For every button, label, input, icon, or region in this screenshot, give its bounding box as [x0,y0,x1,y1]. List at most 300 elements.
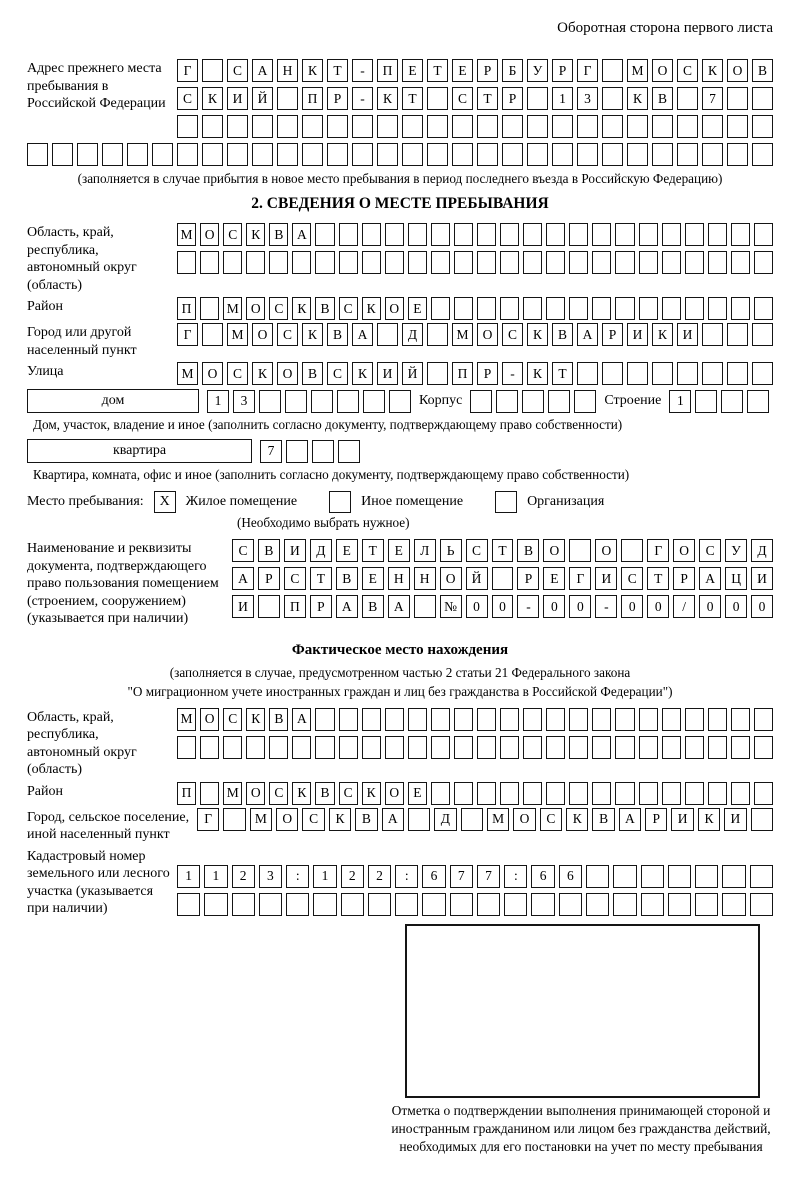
char-cell[interactable] [269,251,288,274]
char-cell[interactable] [269,736,288,759]
char-cell[interactable] [727,87,748,110]
char-cell[interactable]: М [177,223,196,246]
char-cell[interactable]: Т [492,539,514,562]
char-cell[interactable] [708,708,727,731]
char-cell[interactable] [431,297,450,320]
char-cell[interactable] [523,223,542,246]
char-cell[interactable] [677,115,698,138]
char-cell[interactable] [477,143,498,166]
char-cell[interactable]: Т [327,59,348,82]
char-cell[interactable]: 6 [531,865,554,888]
char-cell[interactable]: Г [197,808,219,831]
char-cell[interactable] [722,865,745,888]
char-cell[interactable] [685,251,704,274]
char-cell[interactable] [389,390,411,413]
char-cell[interactable] [615,223,634,246]
char-cell[interactable]: И [284,539,306,562]
char-cell[interactable] [352,115,373,138]
char-cell[interactable]: 3 [259,865,282,888]
char-cell[interactable] [232,893,255,916]
char-cell[interactable] [523,782,542,805]
char-cell[interactable] [577,143,598,166]
char-cell[interactable] [252,115,273,138]
char-cell[interactable] [747,390,769,413]
char-cell[interactable] [592,251,611,274]
confirmation-mark-box[interactable] [405,924,760,1098]
char-cell[interactable] [285,390,307,413]
char-cell[interactable]: С [339,782,358,805]
char-cell[interactable] [527,87,548,110]
char-cell[interactable]: 0 [751,595,773,618]
char-cell[interactable]: К [627,87,648,110]
char-cell[interactable] [613,865,636,888]
char-cell[interactable]: Т [362,539,384,562]
char-cell[interactable] [702,362,723,385]
actual-district-row[interactable] [177,782,773,805]
char-cell[interactable] [200,782,219,805]
char-cell[interactable] [362,251,381,274]
char-cell[interactable]: Е [452,59,473,82]
char-cell[interactable] [722,893,745,916]
char-cell[interactable] [615,736,634,759]
char-cell[interactable] [177,736,196,759]
char-cell[interactable]: О [276,808,298,831]
char-cell[interactable] [552,143,573,166]
char-cell[interactable]: Р [258,567,280,590]
char-cell[interactable] [662,736,681,759]
char-cell[interactable]: М [627,59,648,82]
char-cell[interactable] [152,143,173,166]
char-cell[interactable] [677,87,698,110]
char-cell[interactable]: К [292,782,311,805]
char-cell[interactable]: К [246,708,265,731]
char-cell[interactable]: 7 [450,865,473,888]
char-cell[interactable]: П [284,595,306,618]
house-number-cells[interactable] [207,390,411,413]
char-cell[interactable]: О [440,567,462,590]
char-cell[interactable]: 0 [543,595,565,618]
char-cell[interactable]: 0 [466,595,488,618]
char-cell[interactable] [246,736,265,759]
char-cell[interactable]: Р [477,362,498,385]
char-cell[interactable] [200,736,219,759]
char-cell[interactable]: У [725,539,747,562]
char-cell[interactable] [477,251,496,274]
char-cell[interactable] [339,223,358,246]
char-cell[interactable] [577,362,598,385]
char-cell[interactable]: В [652,87,673,110]
char-cell[interactable]: К [302,323,323,346]
char-cell[interactable]: Н [277,59,298,82]
char-cell[interactable] [754,297,773,320]
char-cell[interactable] [531,893,554,916]
char-cell[interactable] [500,736,519,759]
cadastral-row-1[interactable] [177,865,773,888]
char-cell[interactable] [621,539,643,562]
char-cell[interactable] [377,115,398,138]
char-cell[interactable] [708,736,727,759]
char-cell[interactable]: О [202,362,223,385]
char-cell[interactable] [592,297,611,320]
char-cell[interactable] [362,708,381,731]
char-cell[interactable]: О [673,539,695,562]
char-cell[interactable] [708,297,727,320]
char-cell[interactable] [427,323,448,346]
document-row-1[interactable] [232,539,773,562]
char-cell[interactable] [569,251,588,274]
char-cell[interactable] [202,323,223,346]
char-cell[interactable] [227,115,248,138]
char-cell[interactable] [277,115,298,138]
char-cell[interactable] [652,115,673,138]
char-cell[interactable]: К [202,87,223,110]
char-cell[interactable] [315,223,334,246]
char-cell[interactable]: Е [362,567,384,590]
char-cell[interactable] [586,865,609,888]
char-cell[interactable]: С [227,362,248,385]
char-cell[interactable] [602,115,623,138]
char-cell[interactable]: / [673,595,695,618]
char-cell[interactable]: К [702,59,723,82]
char-cell[interactable] [721,390,743,413]
char-cell[interactable] [639,251,658,274]
char-cell[interactable]: Г [177,323,198,346]
char-cell[interactable] [500,782,519,805]
char-cell[interactable] [502,143,523,166]
char-cell[interactable]: В [269,708,288,731]
char-cell[interactable] [677,143,698,166]
char-cell[interactable]: А [619,808,641,831]
char-cell[interactable]: В [752,59,773,82]
document-row-3[interactable] [232,595,773,618]
char-cell[interactable]: К [566,808,588,831]
char-cell[interactable] [408,251,427,274]
char-cell[interactable] [731,736,750,759]
char-cell[interactable]: 1 [204,865,227,888]
char-cell[interactable]: С [277,323,298,346]
char-cell[interactable] [470,390,492,413]
char-cell[interactable]: К [352,362,373,385]
char-cell[interactable]: М [452,323,473,346]
char-cell[interactable] [754,782,773,805]
char-cell[interactable] [750,865,773,888]
char-cell[interactable] [569,539,591,562]
char-cell[interactable] [302,115,323,138]
region-row-2[interactable] [177,251,773,274]
char-cell[interactable]: В [592,808,614,831]
char-cell[interactable] [615,251,634,274]
char-cell[interactable]: Т [402,87,423,110]
char-cell[interactable]: 0 [569,595,591,618]
char-cell[interactable] [362,736,381,759]
char-cell[interactable]: Р [502,87,523,110]
char-cell[interactable] [477,893,500,916]
char-cell[interactable]: И [227,87,248,110]
char-cell[interactable] [569,736,588,759]
char-cell[interactable]: Д [751,539,773,562]
char-cell[interactable]: О [246,297,265,320]
char-cell[interactable]: С [284,567,306,590]
char-cell[interactable] [569,708,588,731]
char-cell[interactable] [752,362,773,385]
char-cell[interactable]: М [177,708,196,731]
char-cell[interactable] [402,143,423,166]
char-cell[interactable]: Ц [725,567,747,590]
char-cell[interactable] [639,708,658,731]
cadastral-row-2[interactable] [177,893,773,916]
char-cell[interactable] [685,223,704,246]
char-cell[interactable]: 2 [232,865,255,888]
char-cell[interactable]: О [477,323,498,346]
char-cell[interactable] [259,390,281,413]
char-cell[interactable] [339,736,358,759]
char-cell[interactable]: Р [602,323,623,346]
char-cell[interactable]: В [258,539,280,562]
char-cell[interactable] [615,708,634,731]
char-cell[interactable] [731,297,750,320]
char-cell[interactable]: С [223,223,242,246]
char-cell[interactable]: К [527,362,548,385]
char-cell[interactable]: Р [645,808,667,831]
char-cell[interactable]: А [292,223,311,246]
char-cell[interactable] [327,143,348,166]
char-cell[interactable] [639,782,658,805]
char-cell[interactable] [454,736,473,759]
prev-address-row-4[interactable] [27,143,773,166]
char-cell[interactable] [52,143,73,166]
char-cell[interactable]: С [339,297,358,320]
char-cell[interactable] [754,736,773,759]
char-cell[interactable]: К [246,223,265,246]
char-cell[interactable]: О [513,808,535,831]
char-cell[interactable]: 0 [621,595,643,618]
char-cell[interactable] [200,251,219,274]
char-cell[interactable] [431,223,450,246]
char-cell[interactable]: - [502,362,523,385]
char-cell[interactable]: 1 [313,865,336,888]
char-cell[interactable]: К [652,323,673,346]
char-cell[interactable]: К [698,808,720,831]
char-cell[interactable] [377,143,398,166]
char-cell[interactable] [202,143,223,166]
char-cell[interactable]: 7 [477,865,500,888]
char-cell[interactable] [641,865,664,888]
char-cell[interactable] [613,893,636,916]
char-cell[interactable]: - [352,87,373,110]
char-cell[interactable]: Е [402,59,423,82]
char-cell[interactable] [569,297,588,320]
char-cell[interactable] [277,87,298,110]
char-cell[interactable] [695,865,718,888]
char-cell[interactable]: О [277,362,298,385]
char-cell[interactable] [685,297,704,320]
char-cell[interactable] [685,708,704,731]
char-cell[interactable]: Е [408,297,427,320]
char-cell[interactable] [177,143,198,166]
char-cell[interactable]: О [385,782,404,805]
char-cell[interactable]: К [252,362,273,385]
char-cell[interactable] [339,708,358,731]
char-cell[interactable] [286,440,308,463]
street-row[interactable] [177,362,773,385]
char-cell[interactable]: В [315,782,334,805]
char-cell[interactable] [677,362,698,385]
char-cell[interactable]: 6 [559,865,582,888]
char-cell[interactable] [454,297,473,320]
char-cell[interactable]: С [621,567,643,590]
char-cell[interactable] [662,708,681,731]
char-cell[interactable] [752,323,773,346]
char-cell[interactable] [695,390,717,413]
char-cell[interactable]: И [232,595,254,618]
char-cell[interactable]: С [677,59,698,82]
char-cell[interactable] [639,223,658,246]
char-cell[interactable] [685,782,704,805]
char-cell[interactable] [102,143,123,166]
char-cell[interactable]: М [177,362,198,385]
char-cell[interactable] [177,893,200,916]
char-cell[interactable]: М [487,808,509,831]
prev-address-row-2[interactable] [177,87,773,110]
char-cell[interactable]: 2 [341,865,364,888]
char-cell[interactable] [586,893,609,916]
char-cell[interactable] [546,782,565,805]
char-cell[interactable]: 0 [647,595,669,618]
char-cell[interactable] [431,782,450,805]
char-cell[interactable] [527,115,548,138]
char-cell[interactable] [731,223,750,246]
char-cell[interactable] [177,251,196,274]
char-cell[interactable] [708,251,727,274]
actual-region-row-2[interactable] [177,736,773,759]
char-cell[interactable] [427,143,448,166]
char-cell[interactable] [702,143,723,166]
char-cell[interactable] [385,251,404,274]
char-cell[interactable]: Й [252,87,273,110]
char-cell[interactable] [552,115,573,138]
char-cell[interactable] [708,782,727,805]
char-cell[interactable]: С [177,87,198,110]
char-cell[interactable] [641,893,664,916]
char-cell[interactable]: - [517,595,539,618]
char-cell[interactable]: - [595,595,617,618]
char-cell[interactable]: 7 [260,440,282,463]
char-cell[interactable]: Б [502,59,523,82]
char-cell[interactable] [341,893,364,916]
char-cell[interactable]: 3 [577,87,598,110]
char-cell[interactable]: А [577,323,598,346]
char-cell[interactable]: К [329,808,351,831]
actual-region-row-1[interactable] [177,708,773,731]
char-cell[interactable]: С [269,782,288,805]
char-cell[interactable] [227,143,248,166]
char-cell[interactable] [277,143,298,166]
char-cell[interactable]: А [292,708,311,731]
char-cell[interactable]: Р [673,567,695,590]
char-cell[interactable]: У [527,59,548,82]
char-cell[interactable] [352,143,373,166]
region-row-1[interactable] [177,223,773,246]
char-cell[interactable] [668,865,691,888]
char-cell[interactable]: Т [552,362,573,385]
char-cell[interactable]: А [232,567,254,590]
char-cell[interactable] [427,362,448,385]
char-cell[interactable] [754,223,773,246]
char-cell[interactable] [337,390,359,413]
char-cell[interactable]: И [671,808,693,831]
residential-checkbox[interactable]: X [154,491,176,513]
char-cell[interactable]: 2 [368,865,391,888]
char-cell[interactable]: Г [647,539,669,562]
char-cell[interactable] [668,893,691,916]
char-cell[interactable] [695,893,718,916]
char-cell[interactable]: Й [402,362,423,385]
char-cell[interactable] [496,390,518,413]
char-cell[interactable]: С [227,59,248,82]
char-cell[interactable] [27,143,48,166]
char-cell[interactable] [292,251,311,274]
char-cell[interactable]: И [677,323,698,346]
char-cell[interactable]: О [200,708,219,731]
char-cell[interactable] [452,143,473,166]
char-cell[interactable] [408,736,427,759]
char-cell[interactable]: И [595,567,617,590]
char-cell[interactable] [504,893,527,916]
char-cell[interactable] [286,893,309,916]
char-cell[interactable]: В [336,567,358,590]
char-cell[interactable] [385,736,404,759]
char-cell[interactable] [202,115,223,138]
char-cell[interactable] [523,297,542,320]
house-box[interactable]: дом [27,389,199,413]
char-cell[interactable]: С [232,539,254,562]
char-cell[interactable]: № [440,595,462,618]
char-cell[interactable] [546,251,565,274]
char-cell[interactable] [363,390,385,413]
char-cell[interactable]: М [250,808,272,831]
char-cell[interactable] [662,223,681,246]
prev-address-row-3[interactable] [177,115,773,138]
char-cell[interactable] [754,708,773,731]
char-cell[interactable] [477,736,496,759]
char-cell[interactable] [315,736,334,759]
char-cell[interactable]: Р [517,567,539,590]
char-cell[interactable]: М [227,323,248,346]
char-cell[interactable]: О [385,297,404,320]
char-cell[interactable]: С [502,323,523,346]
char-cell[interactable] [731,708,750,731]
char-cell[interactable]: Р [310,595,332,618]
char-cell[interactable]: А [382,808,404,831]
char-cell[interactable] [327,115,348,138]
char-cell[interactable]: Р [552,59,573,82]
char-cell[interactable] [395,893,418,916]
char-cell[interactable] [662,782,681,805]
char-cell[interactable] [427,87,448,110]
char-cell[interactable] [592,736,611,759]
char-cell[interactable] [577,115,598,138]
char-cell[interactable] [652,143,673,166]
char-cell[interactable]: В [327,323,348,346]
char-cell[interactable]: О [200,223,219,246]
char-cell[interactable] [527,143,548,166]
char-cell[interactable] [431,708,450,731]
char-cell[interactable] [615,297,634,320]
char-cell[interactable] [177,115,198,138]
char-cell[interactable] [368,893,391,916]
char-cell[interactable]: К [362,782,381,805]
char-cell[interactable]: Т [477,87,498,110]
